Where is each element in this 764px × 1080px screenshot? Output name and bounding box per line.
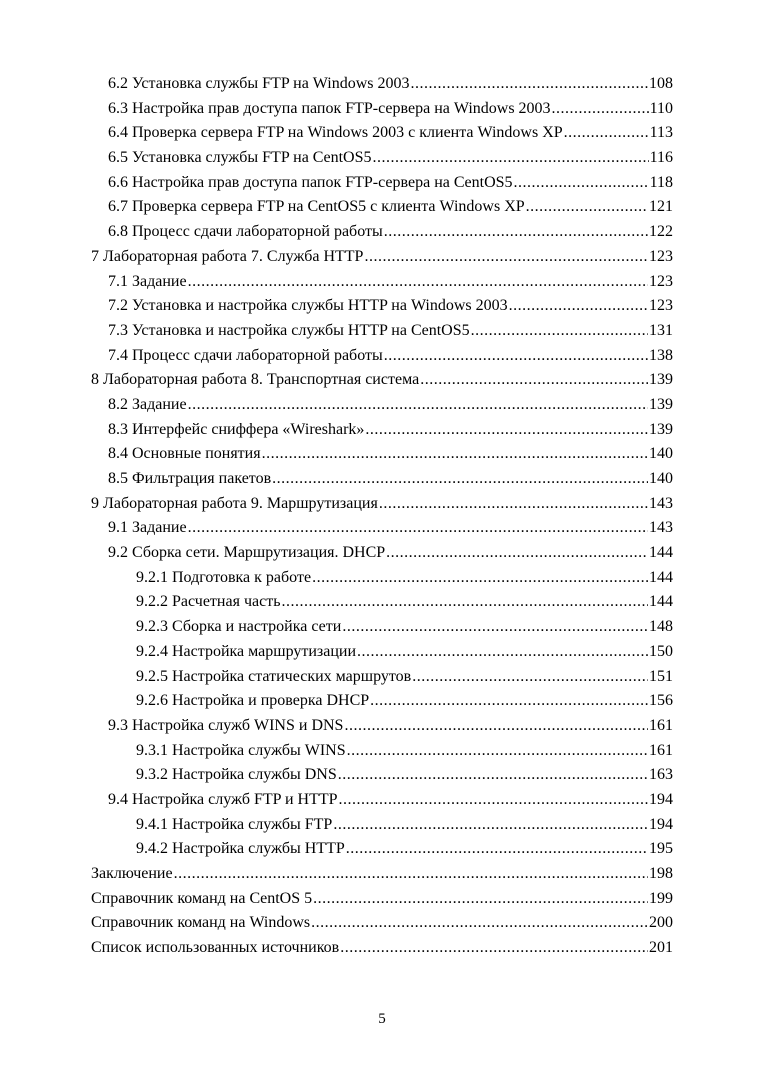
toc-entry[interactable] xyxy=(91,541,673,566)
toc-entry-page: 131 xyxy=(649,321,673,339)
toc-entry-page: 195 xyxy=(649,840,673,858)
toc-entry[interactable] xyxy=(91,72,673,97)
toc-entry-title: 7.1 Задание xyxy=(108,272,187,290)
toc-entry-title: Справочник команд на Windows xyxy=(91,914,311,932)
toc-entry-title: 8 Лабораторная работа 8. Транспортная система xyxy=(91,371,420,389)
toc-entry[interactable] xyxy=(91,911,673,936)
toc-entry-title: Справочник команд на CentOS 5 xyxy=(91,889,313,907)
toc-entry[interactable] xyxy=(91,837,673,862)
toc-entry[interactable] xyxy=(91,467,673,492)
toc-dot-leader xyxy=(471,319,648,344)
toc-dot-leader xyxy=(272,467,648,492)
toc-dot-leader xyxy=(384,344,648,369)
toc-entry-title: 7.4 Процесс сдачи лабораторной работы xyxy=(108,346,383,364)
toc-entry-page: 161 xyxy=(649,716,673,734)
toc-entry[interactable] xyxy=(91,368,673,393)
toc-entry-title: 6.4 Проверка сервера FTP на Windows 2003 с клиента Windows XP xyxy=(108,124,563,142)
toc-entry-page: 194 xyxy=(649,790,673,808)
toc-entry-page: 123 xyxy=(649,297,673,315)
toc-entry-page: 200 xyxy=(649,914,673,932)
toc-entry-title: 9.3.1 Настройка службы WINS xyxy=(136,741,346,759)
toc-entry-page: 199 xyxy=(649,889,673,907)
toc-dot-leader xyxy=(357,640,648,665)
toc-entry-title: 9.2.3 Сборка и настройка сети xyxy=(136,618,342,636)
toc-entry[interactable] xyxy=(91,344,673,369)
toc-dot-leader xyxy=(340,936,648,961)
toc-entry-page: 143 xyxy=(649,494,673,512)
toc-entry-title: 9.1 Задание xyxy=(108,519,187,537)
toc-entry-page: 151 xyxy=(649,667,673,685)
toc-entry-page: 123 xyxy=(649,272,673,290)
toc-entry[interactable] xyxy=(91,714,673,739)
toc-entry[interactable] xyxy=(91,121,673,146)
toc-entry[interactable] xyxy=(91,640,673,665)
toc-dot-leader xyxy=(410,72,648,97)
toc-entry-page: 116 xyxy=(649,149,673,167)
toc-dot-leader xyxy=(188,270,648,295)
toc-entry-page: 201 xyxy=(649,939,673,957)
toc-entry-page: 198 xyxy=(649,865,673,882)
toc-entry-title: 9.2.2 Расчетная часть xyxy=(136,593,281,611)
toc-dot-leader xyxy=(188,516,648,541)
toc-entry-page: 123 xyxy=(649,247,673,265)
toc-entry-page: 118 xyxy=(649,173,673,191)
toc-dot-leader xyxy=(281,590,648,615)
toc-entry-title: 9.2.1 Подготовка к работе xyxy=(136,568,312,586)
toc-entry[interactable] xyxy=(91,442,673,467)
toc-dot-leader xyxy=(311,911,648,936)
toc-dot-leader xyxy=(347,739,648,764)
toc-dot-leader xyxy=(262,442,648,467)
toc-entry[interactable] xyxy=(91,862,673,887)
toc-entry[interactable] xyxy=(91,171,673,196)
toc-entry-page: 143 xyxy=(649,519,673,537)
toc-dot-leader xyxy=(564,121,649,146)
toc-entry-title: Заключение xyxy=(91,865,173,882)
toc-entry-title: Список использованных источников xyxy=(91,939,340,957)
toc-entry-title: 9.2.4 Настройка маршрутизации xyxy=(136,642,357,660)
toc-dot-leader xyxy=(514,171,649,196)
toc-entry[interactable] xyxy=(91,936,673,961)
toc-entry-page: 144 xyxy=(649,593,673,611)
toc-dot-leader xyxy=(344,714,648,739)
toc-entry-page: 140 xyxy=(649,445,673,463)
toc-entry-page: 194 xyxy=(649,815,673,833)
toc-entry-title: 8.2 Задание xyxy=(108,395,187,413)
toc-entry-page: 161 xyxy=(649,741,673,759)
toc-dot-leader xyxy=(365,418,648,443)
toc-entry-title: 8.5 Фильтрация пакетов xyxy=(108,470,272,487)
table-of-contents xyxy=(91,72,673,961)
toc-dot-leader xyxy=(342,615,648,640)
toc-entry-page: 108 xyxy=(649,75,673,92)
toc-entry-title: 6.6 Настройка прав доступа папок FTP-сервера на CentOS5 xyxy=(108,173,513,191)
toc-dot-leader xyxy=(379,492,648,517)
toc-entry-title: 7.2 Установка и настройка службы HTTP на Windows 2003 xyxy=(108,297,508,315)
toc-dot-leader xyxy=(372,146,648,171)
toc-entry-title: 9.3 Настройка служб WINS и DNS xyxy=(108,716,344,734)
toc-entry-page: 148 xyxy=(649,618,673,636)
toc-entry-title: 9.4 Настройка служб FTP и HTTP xyxy=(108,790,338,808)
toc-entry-page: 163 xyxy=(649,766,673,784)
toc-entry-title: 6.5 Установка службы FTP на CentOS5 xyxy=(108,149,372,167)
toc-entry-title: 9.2 Сборка сети. Маршрутизация. DHCP xyxy=(108,544,386,562)
toc-entry[interactable] xyxy=(91,887,673,912)
toc-entry-title: 6.8 Процесс сдачи лабораторной работы xyxy=(108,223,383,241)
toc-dot-leader xyxy=(338,763,648,788)
toc-entry[interactable] xyxy=(91,566,673,591)
toc-entry-page: 144 xyxy=(649,568,673,586)
toc-dot-leader xyxy=(386,541,648,566)
toc-entry-title: 9.2.5 Настройка статических маршрутов xyxy=(136,667,412,685)
toc-entry-page: 140 xyxy=(649,470,673,487)
toc-entry[interactable] xyxy=(91,195,673,220)
toc-entry-title: 6.3 Настройка прав доступа папок FTP-сервера на Windows 2003 xyxy=(108,99,551,117)
toc-dot-leader xyxy=(526,195,648,220)
toc-entry-page: 139 xyxy=(649,395,673,413)
toc-dot-leader xyxy=(364,245,648,270)
toc-entry-title: 7 Лабораторная работа 7. Служба HTTP xyxy=(91,247,364,265)
toc-entry-page: 122 xyxy=(649,223,673,241)
toc-entry-page: 156 xyxy=(649,692,673,710)
toc-entry-page: 121 xyxy=(649,198,673,216)
toc-dot-leader xyxy=(370,689,648,714)
toc-entry[interactable] xyxy=(91,665,673,690)
toc-entry[interactable] xyxy=(91,393,673,418)
toc-entry[interactable] xyxy=(91,689,673,714)
toc-entry-title: 8.4 Основные понятия xyxy=(108,445,261,463)
toc-entry[interactable] xyxy=(91,270,673,295)
toc-dot-leader xyxy=(412,665,648,690)
toc-entry-title: 9 Лабораторная работа 9. Маршрутизация xyxy=(91,494,378,512)
toc-entry-title: 9.2.6 Настройка и проверка DHCP xyxy=(136,692,370,710)
toc-entry[interactable] xyxy=(91,590,673,615)
toc-entry[interactable] xyxy=(91,788,673,813)
toc-entry-title: 9.3.2 Настройка службы DNS xyxy=(136,766,337,784)
toc-entry-page: 110 xyxy=(649,99,673,117)
toc-dot-leader xyxy=(188,393,648,418)
toc-entry-page: 138 xyxy=(649,346,673,364)
page-number: 5 xyxy=(378,1011,386,1027)
toc-entry-page: 150 xyxy=(649,642,673,660)
toc-entry-page: 144 xyxy=(649,544,673,562)
toc-dot-leader xyxy=(420,368,648,393)
toc-dot-leader xyxy=(339,788,648,813)
toc-dot-leader xyxy=(384,220,648,245)
toc-entry[interactable] xyxy=(91,418,673,443)
toc-dot-leader xyxy=(174,862,648,887)
toc-entry[interactable] xyxy=(91,97,673,122)
toc-entry[interactable] xyxy=(91,294,673,319)
toc-dot-leader xyxy=(313,887,648,912)
toc-dot-leader xyxy=(333,813,648,838)
toc-entry[interactable] xyxy=(91,763,673,788)
toc-entry-title: 6.2 Установка службы FTP на Windows 2003 xyxy=(108,75,410,92)
toc-entry-page: 139 xyxy=(649,371,673,389)
toc-entry[interactable] xyxy=(91,739,673,764)
toc-dot-leader xyxy=(312,566,648,591)
toc-entry[interactable] xyxy=(91,813,673,838)
toc-entry-title: 6.7 Проверка сервера FTP на CentOS5 с клиента Windows XP xyxy=(108,198,525,216)
toc-dot-leader xyxy=(552,97,649,122)
toc-entry[interactable] xyxy=(91,516,673,541)
toc-entry-title: 9.4.2 Настройка службы HTTP xyxy=(136,840,345,858)
toc-entry[interactable] xyxy=(91,220,673,245)
toc-entry[interactable] xyxy=(91,319,673,344)
toc-entry[interactable] xyxy=(91,492,673,517)
toc-entry-title: 8.3 Интерфейс сниффера «Wireshark» xyxy=(108,420,365,438)
toc-entry-title: 9.4.1 Настройка службы FTP xyxy=(136,815,333,833)
toc-entry[interactable] xyxy=(91,615,673,640)
toc-dot-leader xyxy=(509,294,648,319)
toc-entry[interactable] xyxy=(91,245,673,270)
toc-entry-page: 139 xyxy=(649,420,673,438)
toc-dot-leader xyxy=(346,837,648,862)
toc-entry-page: 113 xyxy=(649,124,673,142)
toc-entry[interactable] xyxy=(91,146,673,171)
toc-entry-title: 7.3 Установка и настройка службы HTTP на CentOS5 xyxy=(108,321,470,339)
